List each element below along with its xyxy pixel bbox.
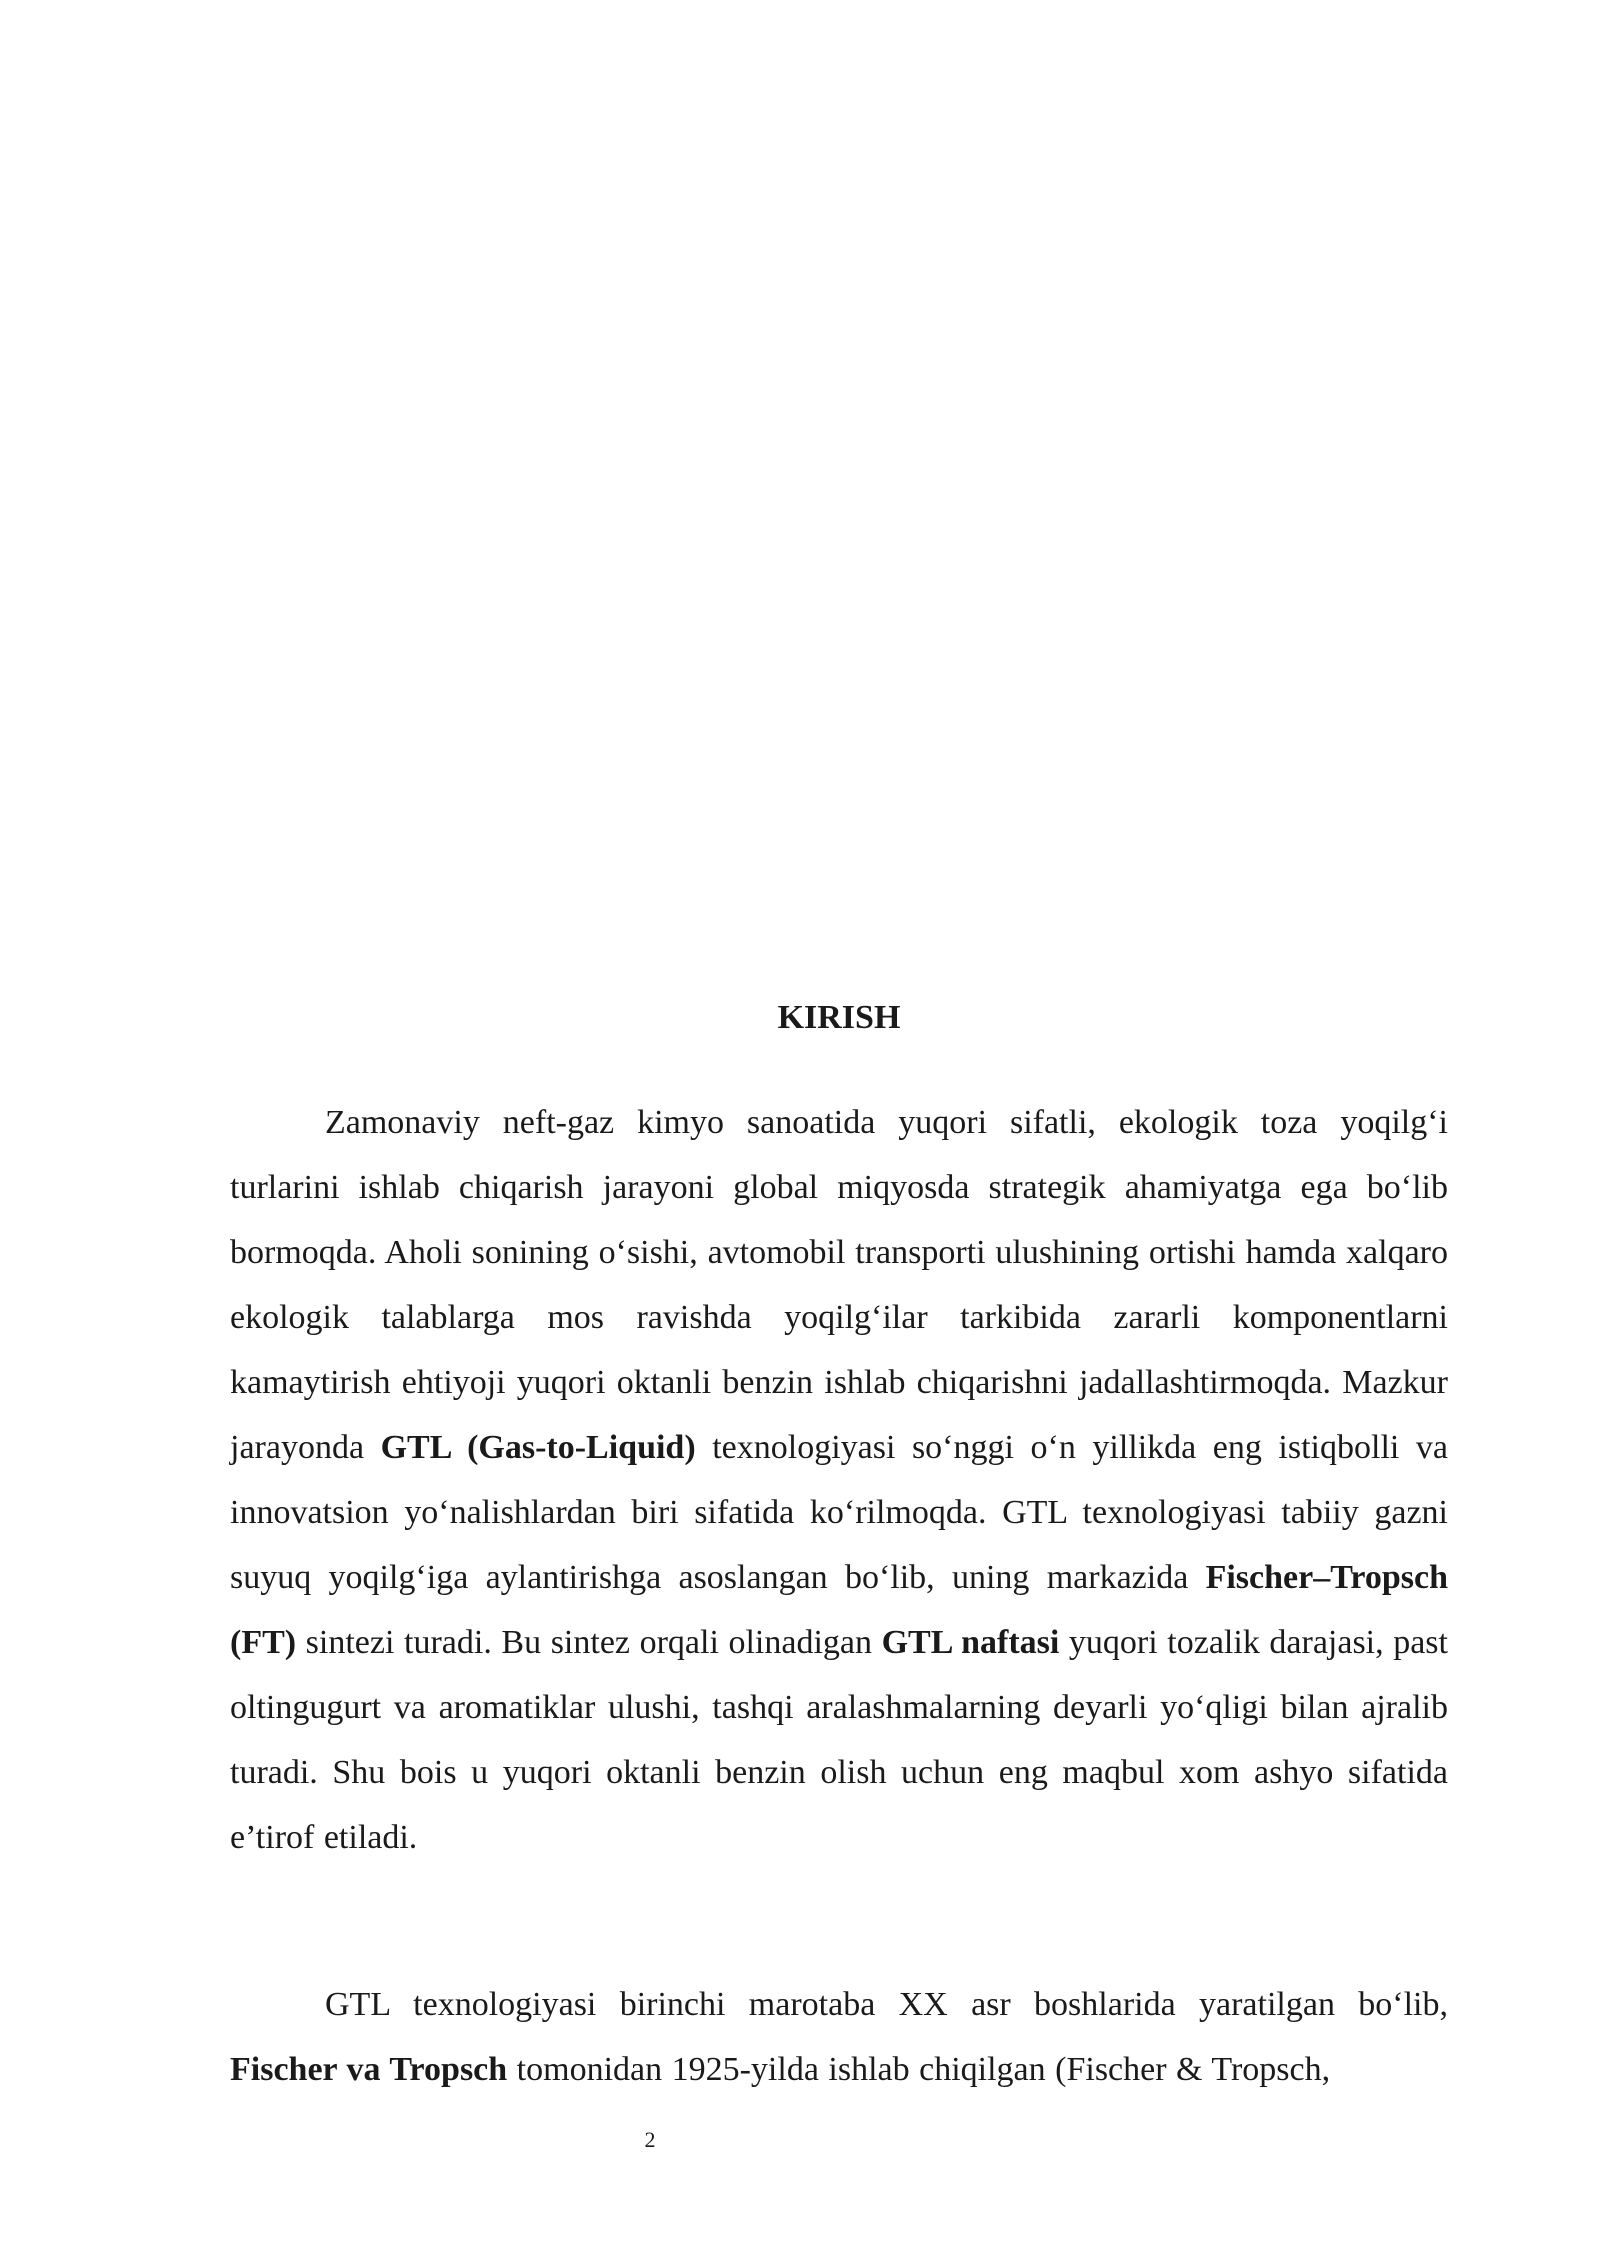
bold-term-gtl-naftasi: GTL naftasi bbox=[881, 1624, 1060, 1661]
paragraph-text: sintezi turadi. Bu sintez orqali olinadigan bbox=[296, 1624, 882, 1661]
paragraph-history bbox=[230, 1972, 1448, 2102]
section-heading: KIRISH bbox=[777, 999, 901, 1036]
paragraph-intro bbox=[230, 1090, 1448, 1870]
bold-term-gtl: GTL (Gas-to-Liquid) bbox=[380, 1429, 696, 1466]
paragraph-text: texnologiyasi so‘nggi o‘n yillikda eng istiqbolli va innovatsion yo‘nalishlardan biri sifatida ko‘rilmoqda. GTL texnologiyasi tabiiy gazni suyuq yoqilg‘iga aylantirishga asoslangan bo‘lib, uning markazida bbox=[230, 1429, 1448, 1596]
paragraph-text: Zamonaviy neft-gaz kimyo sanoatida yuqori sifatli, ekologik toza yoqilg‘i turlarini ishlab chiqarish jarayoni global miqyosda strategik ahamiyatga ega bo‘lib bormoqda. Aholi sonining o‘sishi, avtomobil transporti ulushining ortishi hamda xalqaro ekologik talablarga mos ravishda yoqilg‘ilar tarkibida zararli komponentlarni kamaytirish ehtiyoji yuqori oktanli benzin ishlab chiqarishni jadallashtirmoqda. Mazkur jarayonda bbox=[230, 1104, 1448, 1466]
bold-term-fischer-va-tropsch: Fischer va Tropsch bbox=[230, 2051, 508, 2088]
paragraph-text: GTL texnologiyasi birinchi marotaba XX asr boshlarida yaratilgan bo‘lib, bbox=[325, 1986, 1448, 2023]
paragraph-text: yuqori tozalik darajasi, past oltingugurt va aromatiklar ulushi, tashqi aralashmalarning deyarli yo‘qligi bilan ajralib turadi. Shu bois u yuqori oktanli benzin olish uchun eng maqbul xom ashyo sifatida e’tirof etiladi. bbox=[230, 1624, 1448, 1856]
paragraph-text: tomonidan 1925-yilda ishlab chiqilgan (Fischer & Tropsch, bbox=[507, 2051, 1331, 2088]
bold-term-fischer-tropsch: Fischer–Tropsch (FT) bbox=[230, 1559, 1448, 1661]
page-number: 2 bbox=[644, 2127, 656, 2152]
